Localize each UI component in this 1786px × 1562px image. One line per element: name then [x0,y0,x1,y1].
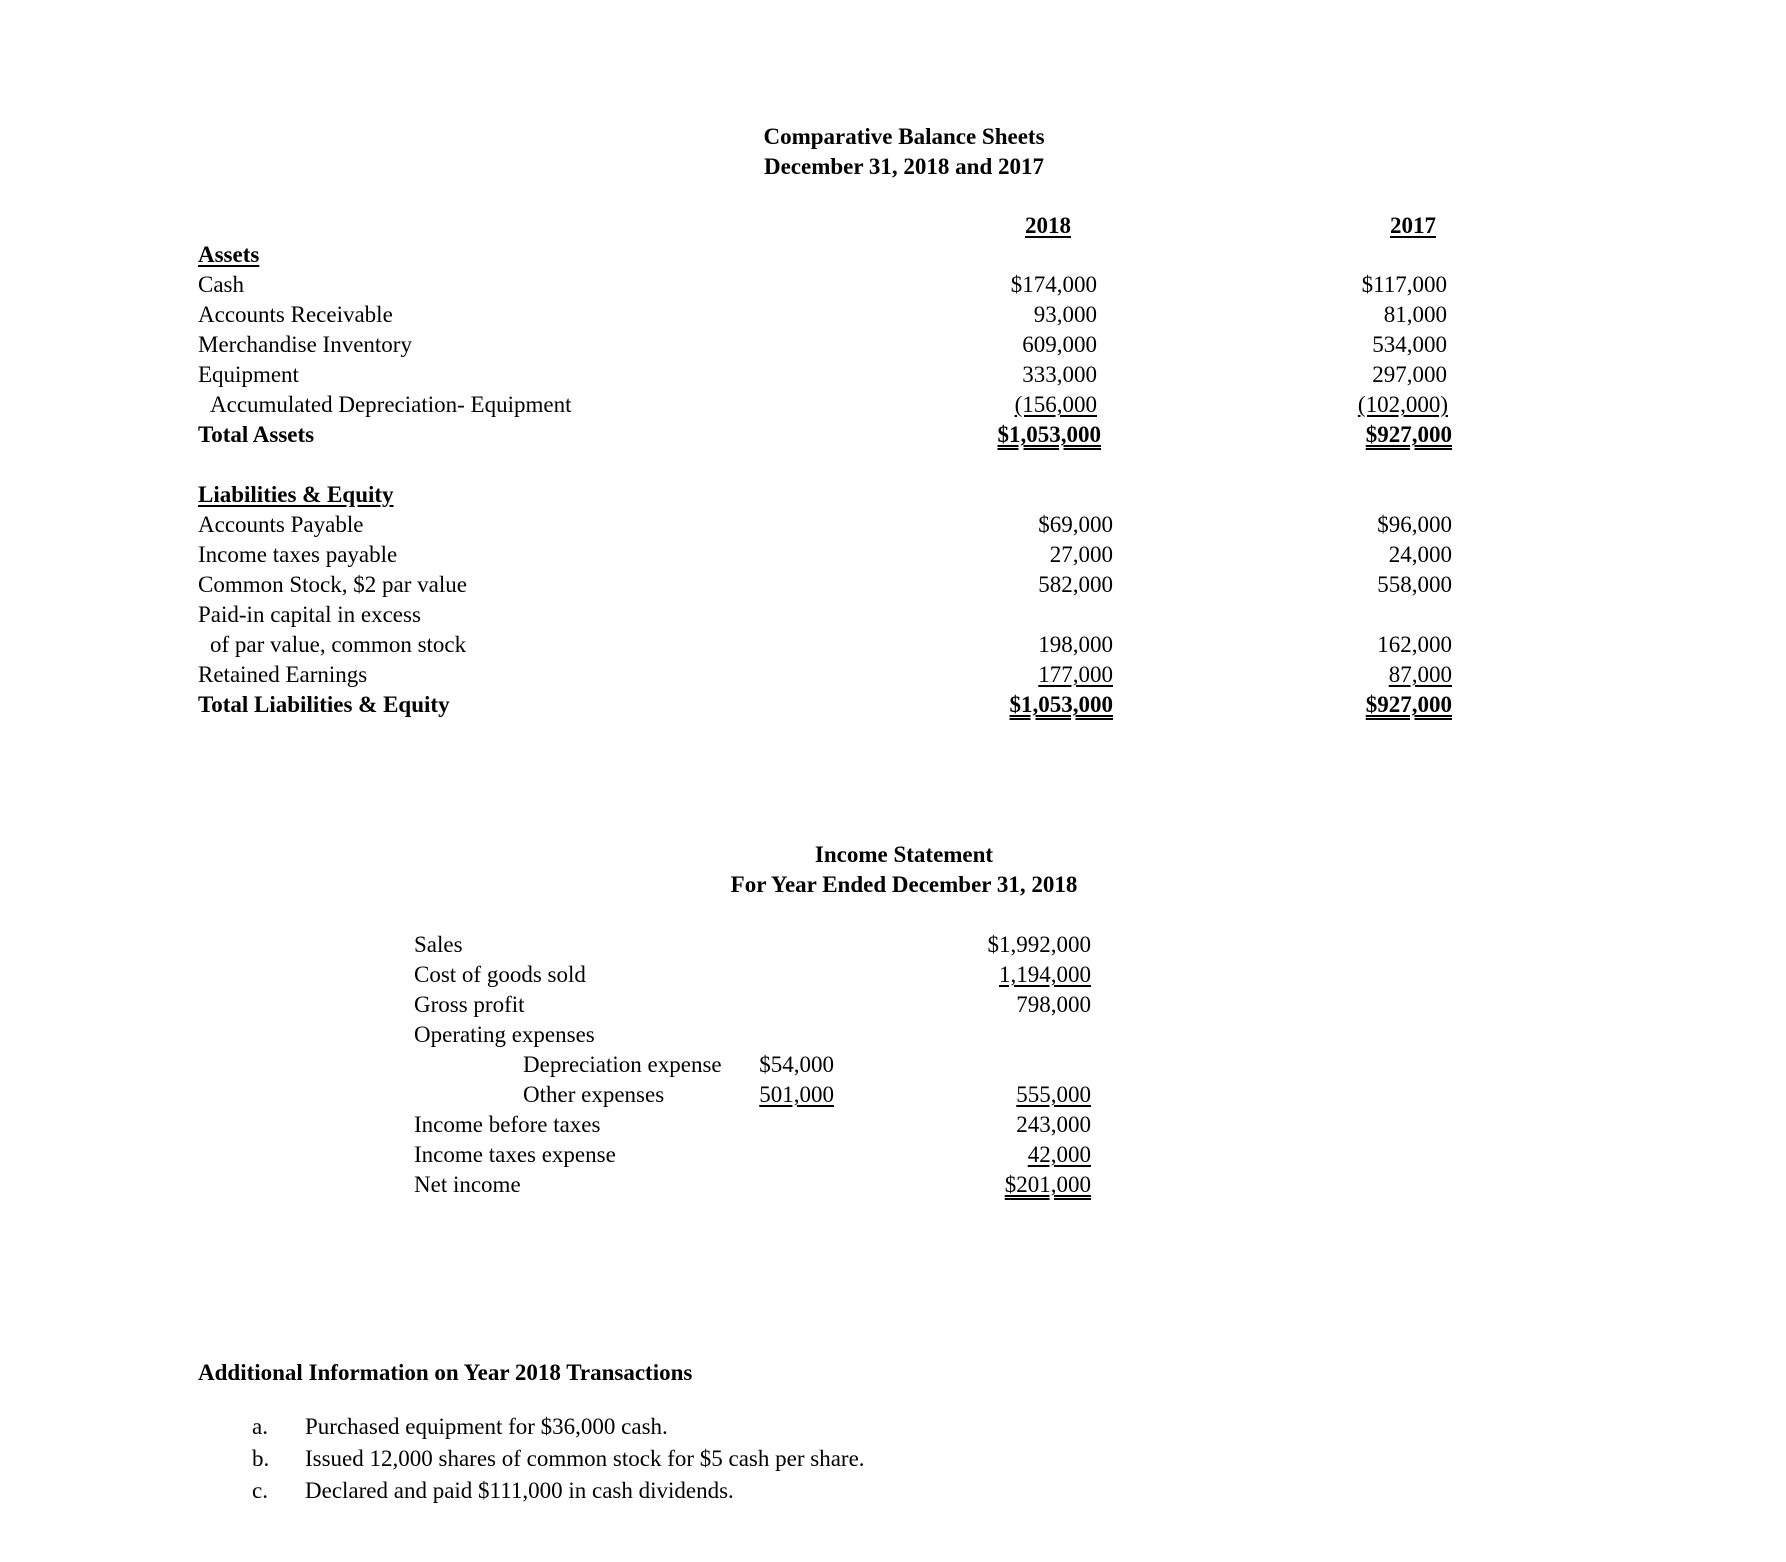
liabilities-row-2018: 177,000 [1038,662,1113,687]
assets-row-2018: $174,000 [1010,272,1097,297]
depreciation-expense-label: Depreciation expense [523,1052,722,1077]
liabilities-row-2018: $69,000 [1038,512,1113,537]
income-before-taxes-value: 243,000 [1016,1112,1091,1137]
liabilities-row-label: Accounts Payable [198,512,364,537]
additional-info-title: Additional Information on Year 2018 Transactions [198,1360,693,1385]
assets-row-label: Accumulated Depreciation- Equipment [210,392,572,417]
list-item-marker: c. [252,1478,268,1503]
assets-row-label: Equipment [198,362,299,387]
gross-profit-label: Gross profit [414,992,525,1017]
assets-row-2018: 333,000 [1022,362,1097,387]
assets-row-2018: 609,000 [1022,332,1097,357]
sales-label: Sales [414,932,463,957]
liabilities-row-label: Income taxes payable [198,542,398,567]
assets-row-label: Accounts Receivable [198,302,393,327]
net-income-value: $201,000 [1004,1172,1091,1197]
sales-value: $1,992,000 [987,932,1091,957]
income-statement-title: Income Statement [814,842,994,867]
total-assets-2017: $927,000 [1365,422,1452,447]
total-liabilities-equity-2017: $927,000 [1365,692,1452,717]
assets-row-2017: 534,000 [1372,332,1447,357]
list-item-marker: b. [252,1446,270,1471]
liabilities-row-2017: 558,000 [1377,572,1452,597]
assets-row-2017: 297,000 [1372,362,1447,387]
liabilities-row-2017: 162,000 [1377,632,1452,657]
assets-row-label: Merchandise Inventory [198,332,412,357]
list-item-marker: a. [252,1414,268,1439]
liabilities-row-label: Paid-in capital in excess [198,602,421,627]
total-liabilities-equity-label: Total Liabilities & Equity [198,692,450,717]
liabilities-row-2018: 27,000 [1049,542,1113,567]
liabilities-row-label: Retained Earnings [198,662,368,687]
income-taxes-value: 42,000 [1027,1142,1091,1167]
liabilities-row-2018: 582,000 [1038,572,1113,597]
other-expenses-label: Other expenses [523,1082,665,1107]
list-item: Issued 12,000 shares of common stock for $5 cash per share. [305,1446,865,1471]
liabilities-row-2017: 87,000 [1388,662,1452,687]
liabilities-row-label: of par value, common stock [210,632,467,657]
gross-profit-value: 798,000 [1016,992,1091,1017]
balance-sheet-subtitle: December 31, 2018 and 2017 [763,154,1045,179]
liabilities-row-2017: $96,000 [1377,512,1452,537]
list-item: Declared and paid $111,000 in cash dividends. [305,1478,734,1503]
operating-expenses-label: Operating expenses [414,1022,595,1047]
liabilities-row-label: Common Stock, $2 par value [198,572,467,597]
cogs-value: 1,194,000 [999,962,1091,987]
assets-row-2017: $117,000 [1361,272,1447,297]
liabilities-row-2018: 198,000 [1038,632,1113,657]
column-header-2017: 2017 [1390,213,1436,238]
cogs-label: Cost of goods sold [414,962,586,987]
assets-row-label: Cash [198,272,244,297]
assets-row-2017: (102,000) [1357,392,1448,417]
balance-sheet-title: Comparative Balance Sheets [763,124,1045,149]
assets-row-2017: 81,000 [1383,302,1447,327]
liabilities-row-2017: 24,000 [1388,542,1452,567]
total-liabilities-equity-2018: $1,053,000 [1009,692,1113,717]
income-taxes-label: Income taxes expense [414,1142,616,1167]
total-assets-label: Total Assets [198,422,315,447]
list-item: Purchased equipment for $36,000 cash. [305,1414,668,1439]
income-statement-subtitle: For Year Ended December 31, 2018 [730,872,1078,897]
depreciation-expense-value: $54,000 [759,1052,834,1077]
other-expenses-value: 501,000 [759,1082,834,1107]
total-operating-expenses-value: 555,000 [1016,1082,1091,1107]
net-income-label: Net income [414,1172,521,1197]
assets-row-2018: (156,000 [1014,392,1097,417]
column-header-2018: 2018 [1025,213,1071,238]
assets-row-2018: 93,000 [1033,302,1097,327]
assets-header: Assets [198,242,260,267]
total-assets-2018: $1,053,000 [997,422,1101,447]
income-before-taxes-label: Income before taxes [414,1112,601,1137]
liabilities-equity-header: Liabilities & Equity [198,482,394,507]
